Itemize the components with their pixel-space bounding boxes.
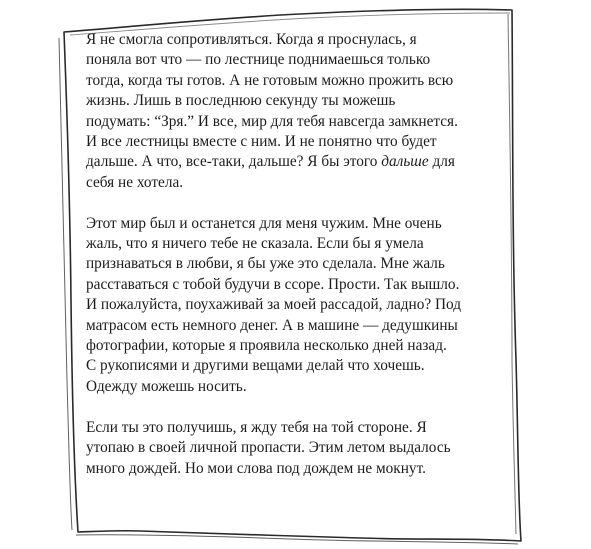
text-run: себя не хотела. — [86, 173, 184, 191]
text-run: С рукописями и другими вещами делай что хочешь. — [86, 357, 425, 375]
text-line — [86, 71, 500, 91]
text-run: Я не смогла сопротивляться. Когда я проснулась, я — [86, 31, 417, 48]
text-line — [86, 254, 500, 274]
text-line — [86, 152, 500, 172]
text-run: И пожалуйста, поухаживай за моей рассадой, ладно? Под — [86, 296, 462, 314]
text-line — [86, 173, 500, 193]
text-run: признаваться в любви, я бы уже это сделала. Мне жаль — [86, 255, 445, 273]
text-run: поняла вот что — по лестнице поднимаешься только — [86, 51, 431, 69]
text-line — [86, 316, 500, 336]
text-run: Если ты это получишь, я жду тебя на той стороне. Я — [86, 418, 427, 436]
text-run: расставаться с тобой будучи в ссоре. Прости. Так вышло. — [86, 275, 460, 293]
text-line — [86, 336, 500, 356]
text-line — [86, 438, 500, 458]
text-line — [86, 356, 500, 376]
letter-paragraph-3 — [86, 418, 500, 479]
text-line — [86, 234, 500, 254]
text-line — [86, 214, 500, 234]
text-line — [86, 418, 500, 438]
text-line — [86, 377, 500, 397]
text-run: тогда, когда ты готов. А не готовым можно прожить всю — [86, 71, 454, 89]
letter-paragraph-2 — [86, 214, 500, 398]
text-run: Одежду можешь носить. — [86, 377, 247, 395]
text-run: И все лестницы вместе с ним. И не понятно что будет — [86, 133, 437, 151]
text-line — [86, 459, 500, 479]
text-run: много дождей. Но мои слова под дождем не мокнут. — [86, 459, 426, 477]
text-line — [86, 112, 500, 132]
text-line — [86, 132, 500, 152]
text-line — [86, 295, 500, 315]
letter-text — [86, 30, 500, 499]
text-run: жизнь. Лишь в последнюю секунду ты можешь — [86, 92, 396, 110]
text-run: матрасом есть немного денег. А в машине — дедушкины — [86, 316, 458, 334]
text-run: для — [428, 153, 455, 171]
text-line — [86, 30, 500, 50]
text-run: жаль, что я ничего тебе не сказала. Если бы я умела — [86, 235, 424, 253]
text-line — [86, 91, 500, 111]
text-run: дальше. А что, все-таки, дальше? Я бы этого — [86, 153, 382, 171]
text-run: Этот мир был и останется для меня чужим. Мне очень — [86, 214, 442, 232]
text-line — [86, 50, 500, 70]
text-run-italic: дальше — [381, 153, 429, 171]
text-run: фотографии, которые я проявила несколько дней назад. — [86, 337, 447, 355]
letter-paragraph-1 — [86, 30, 500, 193]
text-run: утопаю в своей личной пропасти. Этим летом выдалось — [86, 439, 451, 457]
text-run: подумать: “Зря.” И все, мир для тебя навсегда замкнется. — [86, 112, 458, 130]
text-line — [86, 275, 500, 295]
